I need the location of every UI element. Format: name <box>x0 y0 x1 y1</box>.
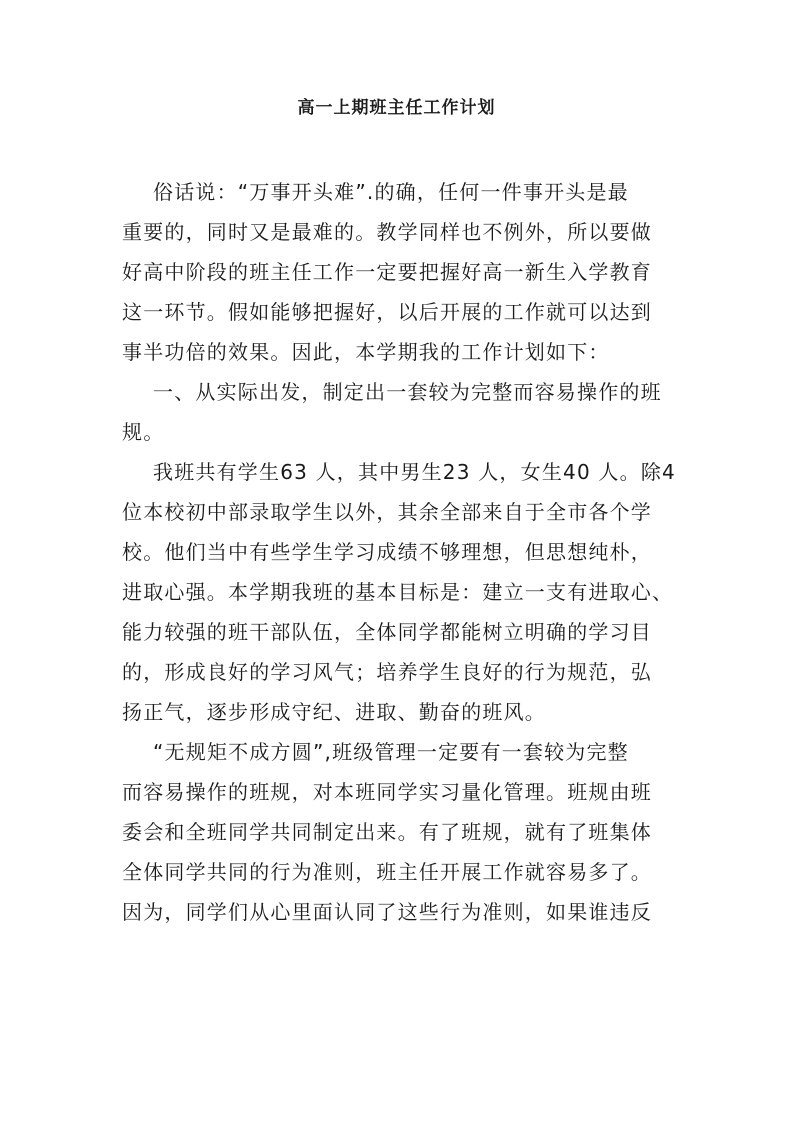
text-line: 好高中阶段的班主任工作一定要把握好高一新生入学教育 <box>122 260 652 284</box>
text-line: 全体同学共同的行为准则，班主任开展工作就容易多了。 <box>122 860 652 884</box>
text-line: 能力较强的班干部队伍，全体同学都能树立明确的学习目 <box>122 620 652 644</box>
text-line: 这一环节。假如能够把握好，以后开展的工作就可以达到 <box>122 300 652 324</box>
text-line: 我班共有学生63 人，其中男生23 人，女生40 人。除4 <box>153 460 676 484</box>
text-line: 校。他们当中有些学生学习成绩不够理想，但思想纯朴， <box>122 540 652 564</box>
text-line: 事半功倍的效果。因此，本学期我的工作计划如下： <box>122 340 610 364</box>
text-line: 扬正气，逐步形成守纪、进取、勤奋的班风。 <box>122 700 546 724</box>
text-line: 而容易操作的班规，对本班同学实习量化管理。班规由班 <box>122 780 652 804</box>
text-line: 因为，同学们从心里面认同了这些行为准则，如果谁违反 <box>122 900 652 924</box>
text-line: 位本校初中部录取学生以外，其余全部来自于全市各个学 <box>122 500 652 524</box>
text-line: 进取心强。本学期我班的基本目标是：建立一支有进取心、 <box>122 580 674 604</box>
document-title: 高一上期班主任工作计划 <box>297 98 496 118</box>
text-line: 俗话说：“万事开头难”.的确，任何一件事开头是最 <box>153 180 629 204</box>
text-line: 重要的，同时又是最难的。教学同样也不例外，所以要做 <box>122 220 652 244</box>
text-line: 一、从实际出发，制定出一套较为完整而容易操作的班 <box>153 380 662 404</box>
text-line: 规。 <box>122 420 165 444</box>
document-body <box>122 172 676 932</box>
text-line: “无规矩不成方圆”,班级管理一定要有一套较为完整 <box>153 740 629 764</box>
text-line: 的，形成良好的学习风气；培养学生良好的行为规范，弘 <box>122 660 652 684</box>
text-line: 委会和全班同学共同制定出来。有了班规，就有了班集体 <box>122 820 652 844</box>
